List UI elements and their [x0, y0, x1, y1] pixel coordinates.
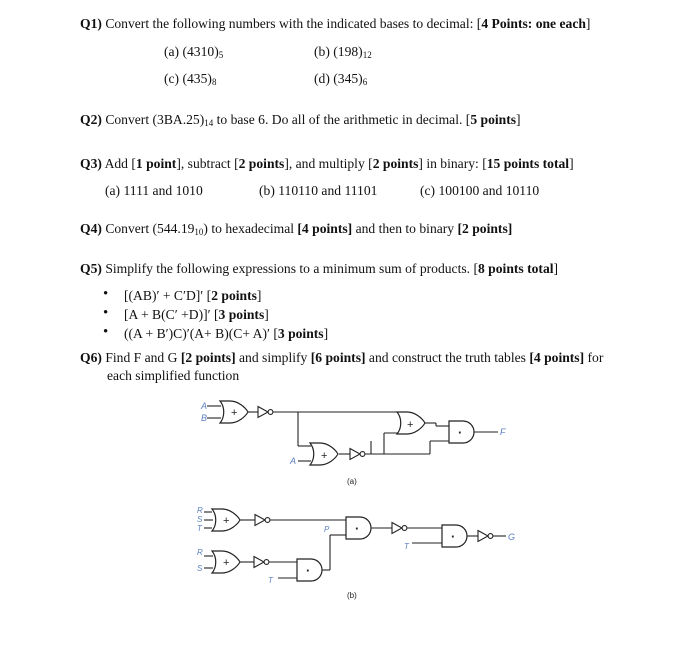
q6-t3: and construct the truth tables — [365, 350, 530, 365]
not-gate — [258, 407, 273, 418]
q5-item-3-expr: ((A + B′)C)′(A+ B)(C+ A)′ [ — [124, 326, 278, 341]
q5-item-1-expr: [(AB)′ + C′D]′ [ — [124, 288, 212, 303]
q5-item-3-end: ] — [323, 326, 329, 341]
q2-label: Q2) — [80, 112, 102, 127]
q5-end: ] — [553, 261, 559, 276]
or-symbol: + — [223, 515, 230, 527]
q6-line2: each simplified function — [107, 368, 240, 383]
q2-end: ] — [516, 112, 521, 127]
q5-points: 8 points total — [477, 261, 554, 276]
q1-item-d-label: (d) (345) — [314, 71, 363, 86]
q3-label: Q3) — [80, 156, 102, 171]
input-label-s2: S — [197, 564, 203, 573]
q1-item-a-base: 5 — [218, 50, 224, 60]
q3-t5: ] — [569, 156, 574, 171]
or-symbol: + — [407, 419, 414, 431]
q1-item-c-base: 8 — [211, 77, 217, 87]
q3-b2: 2 points — [238, 156, 285, 171]
q1-label: Q1) — [80, 16, 102, 31]
node-label-t2: T — [268, 576, 273, 585]
q1-item-d-base: 6 — [362, 77, 368, 87]
input-label-a: A — [201, 401, 208, 411]
q5-text: Simplify the following expressions to a minimum sum of products. [ — [105, 261, 478, 276]
q5-item-2-points: 3 points — [218, 307, 265, 322]
input-label-t: T — [197, 524, 202, 533]
q4-mid: ) to hexadecimal — [203, 221, 298, 236]
q6-label: Q6) — [80, 350, 102, 365]
q4-label: Q4) — [80, 221, 102, 236]
q6-b3: [4 points] — [529, 350, 585, 365]
caption-a: (a) — [347, 477, 357, 486]
q5-item-2-end: ] — [264, 307, 269, 322]
q1-text: Convert the following numbers with the indicated bases to decimal: [ — [105, 16, 482, 31]
q4-b1: [4 points] — [297, 221, 353, 236]
q4-t2: and then to binary — [352, 221, 458, 236]
q2-base: 14 — [204, 118, 214, 128]
q5-item-1-end: ] — [256, 288, 262, 303]
q2-post: to base 6. Do all of the arithmetic in decimal. [ — [213, 112, 471, 127]
q3-item-b: (b) 110110 and 11101 — [259, 183, 378, 198]
q5-item-3-points: 3 points — [277, 326, 324, 341]
q1-item-b-label: (b) (198) — [314, 44, 363, 59]
or-symbol: + — [223, 557, 230, 569]
circuit-a-gates — [220, 401, 474, 465]
q2-points: 5 points — [470, 112, 517, 127]
q3-b4: 15 points total — [486, 156, 570, 171]
not-gate — [255, 515, 270, 526]
q6-b2: [6 points] — [310, 350, 366, 365]
bullet-icon: • — [103, 286, 109, 302]
q3-t4: ] in binary: [ — [418, 156, 487, 171]
bullet-icon: • — [103, 324, 109, 340]
not-gate — [254, 557, 269, 568]
and-symbol: · — [306, 563, 311, 578]
q6-t4: for — [584, 350, 604, 365]
input-label-a2: A — [290, 456, 297, 466]
q1-item-c-label: (c) (435) — [164, 71, 212, 86]
q3-b3: 2 points — [372, 156, 419, 171]
and-symbol: · — [355, 521, 360, 536]
q5-item-1-points: 2 points — [211, 288, 257, 303]
q1-end: ] — [585, 16, 591, 31]
input-label-s: S — [197, 515, 203, 524]
and-symbol: · — [458, 425, 463, 440]
q1-points: 4 Points: one each — [481, 16, 586, 31]
node-label-t: T — [404, 542, 409, 551]
q4-pre: Convert (544.19 — [105, 221, 195, 236]
q1-item-b-base: 12 — [362, 50, 372, 60]
input-label-r: R — [197, 506, 203, 515]
output-label-f: F — [500, 427, 506, 437]
q3-item-a: (a) 1111 and 1010 — [105, 183, 203, 198]
q3-item-c: (c) 100100 and 10110 — [420, 183, 540, 198]
q6-t1: Find F and G — [105, 350, 181, 365]
or-symbol: + — [231, 407, 238, 419]
input-label-b: B — [201, 413, 208, 423]
input-label-r2: R — [197, 548, 203, 557]
q3-b1: 1 point — [135, 156, 177, 171]
and-symbol: · — [451, 529, 456, 544]
or-symbol: + — [321, 450, 328, 462]
q3-t1: Add [ — [104, 156, 136, 171]
q3-t3: ], and multiply [ — [284, 156, 373, 171]
q1-item-a-label: (a) (4310) — [164, 44, 219, 59]
q5-item-2-expr: [A + B(C′ +D)]′ [ — [124, 307, 219, 322]
caption-b: (b) — [347, 591, 357, 600]
q6-b1: [2 points] — [180, 350, 236, 365]
q5-label: Q5) — [80, 261, 102, 276]
q2-pre: Convert (3BA.25) — [105, 112, 205, 127]
not-gate — [478, 531, 493, 542]
not-gate — [392, 523, 407, 534]
bullet-icon: • — [103, 305, 109, 321]
q4-base: 10 — [194, 227, 204, 237]
node-label-p: P — [324, 525, 330, 534]
q6-t2: and simplify — [235, 350, 311, 365]
output-label-g: G — [508, 532, 516, 542]
q4-b2: [2 points] — [457, 221, 513, 236]
not-gate — [350, 449, 365, 460]
q3-t2: ], subtract [ — [176, 156, 239, 171]
